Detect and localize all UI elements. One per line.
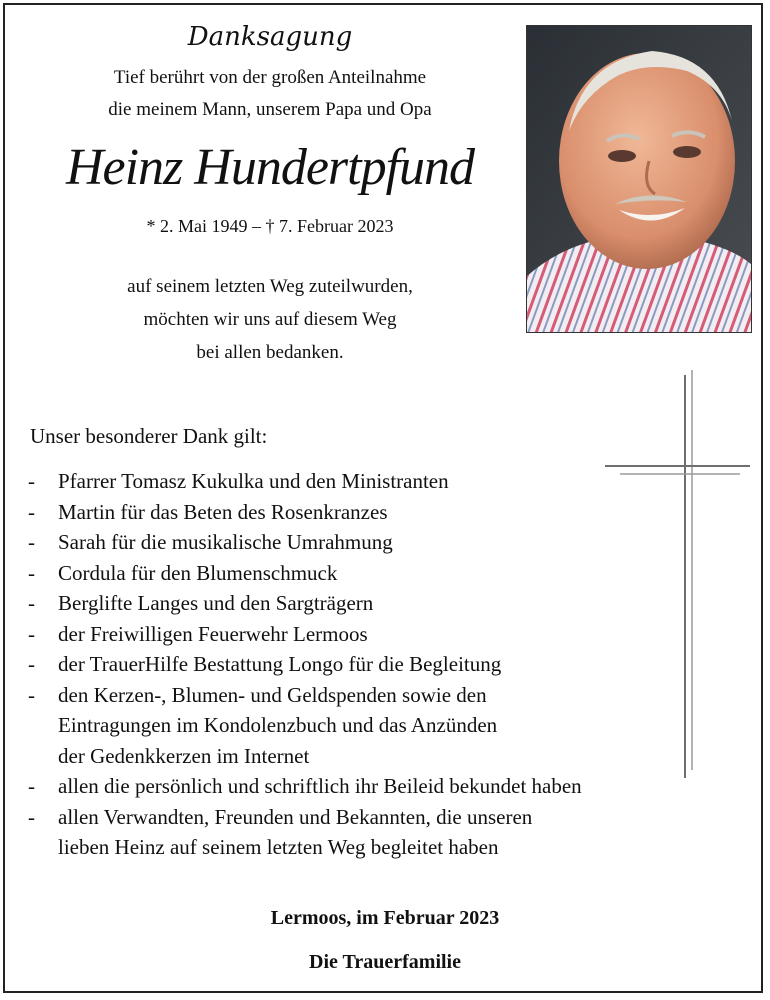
thanks-item-text: Eintragungen im Kondolenzbuch und das Anzünden <box>58 713 498 737</box>
list-bullet: - <box>28 652 35 676</box>
thanks-item-text: Cordula für den Blumenschmuck <box>58 560 338 585</box>
list-bullet: - <box>28 682 35 707</box>
thanks-item <box>28 649 748 680</box>
thanks-item <box>28 466 748 497</box>
message-line: möchten wir uns auf diesem Weg <box>143 309 397 330</box>
intro-line: die meinem Mann, unserem Papa und Opa <box>108 99 432 120</box>
message-line: bei allen bedanken. <box>196 342 344 363</box>
thanks-item-text: der Freiwilligen Feuerwehr Lermoos <box>58 621 368 646</box>
list-bullet: - <box>28 560 35 585</box>
intro-text <box>30 62 510 126</box>
thanks-item <box>28 802 748 863</box>
list-bullet: - <box>28 499 35 524</box>
thanks-item <box>28 558 748 589</box>
thanks-title: Unser besonderer Dank gilt: <box>30 424 268 448</box>
portrait-image <box>527 26 752 333</box>
thanks-item-text: der Gedenkkerzen im Internet <box>58 743 310 768</box>
list-bullet: - <box>28 469 35 493</box>
intro-line: Tief berührt von der großen Anteilnahme <box>113 67 427 88</box>
thanks-item-text: Berglifte Langes und den Sargträgern <box>58 591 374 615</box>
thanks-item-text: allen Verwandten, Freunden und Bekannten, die unseren <box>58 804 533 829</box>
signature: Die Trauerfamilie <box>309 951 461 973</box>
thanks-item <box>28 680 748 772</box>
list-bullet: - <box>28 591 35 615</box>
thanks-item <box>28 497 748 528</box>
thanks-list <box>28 466 748 863</box>
thanks-item <box>28 588 748 619</box>
list-bullet: - <box>28 774 35 798</box>
message-line: auf seinem letzten Weg zuteilwurden, <box>127 276 413 297</box>
thanks-item-text: lieben Heinz auf seinem letzten Weg begleitet haben <box>58 835 499 859</box>
list-bullet: - <box>28 530 35 554</box>
thanks-item <box>28 771 748 802</box>
life-dates: * 2. Mai 1949 – † 7. Februar 2023 <box>146 216 394 236</box>
thanks-item-text: Martin für das Beten des Rosenkranzes <box>58 499 388 524</box>
deceased-name: Heinz Hundertpfund <box>65 139 475 196</box>
thanks-item-text: Sarah für die musikalische Umrahmung <box>58 530 393 554</box>
thanks-item <box>28 619 748 650</box>
thanks-item-text: allen die persönlich und schriftlich ihr Beileid bekundet haben <box>58 774 582 798</box>
thanks-item <box>28 527 748 558</box>
thanks-item-text: der TrauerHilfe Bestattung Longo für die Begleitung <box>58 652 502 676</box>
list-bullet: - <box>28 804 35 829</box>
portrait-photo <box>526 25 752 333</box>
place-date: Lermoos, im Februar 2023 <box>270 907 500 929</box>
list-bullet: - <box>28 621 35 646</box>
thanks-item-text: den Kerzen-, Blumen- und Geldspenden sowie den <box>58 682 487 707</box>
thanks-item-text: Pfarrer Tomasz Kukulka und den Ministranten <box>58 469 449 493</box>
notice-heading: Danksagung <box>187 22 353 52</box>
message-text <box>30 270 510 369</box>
